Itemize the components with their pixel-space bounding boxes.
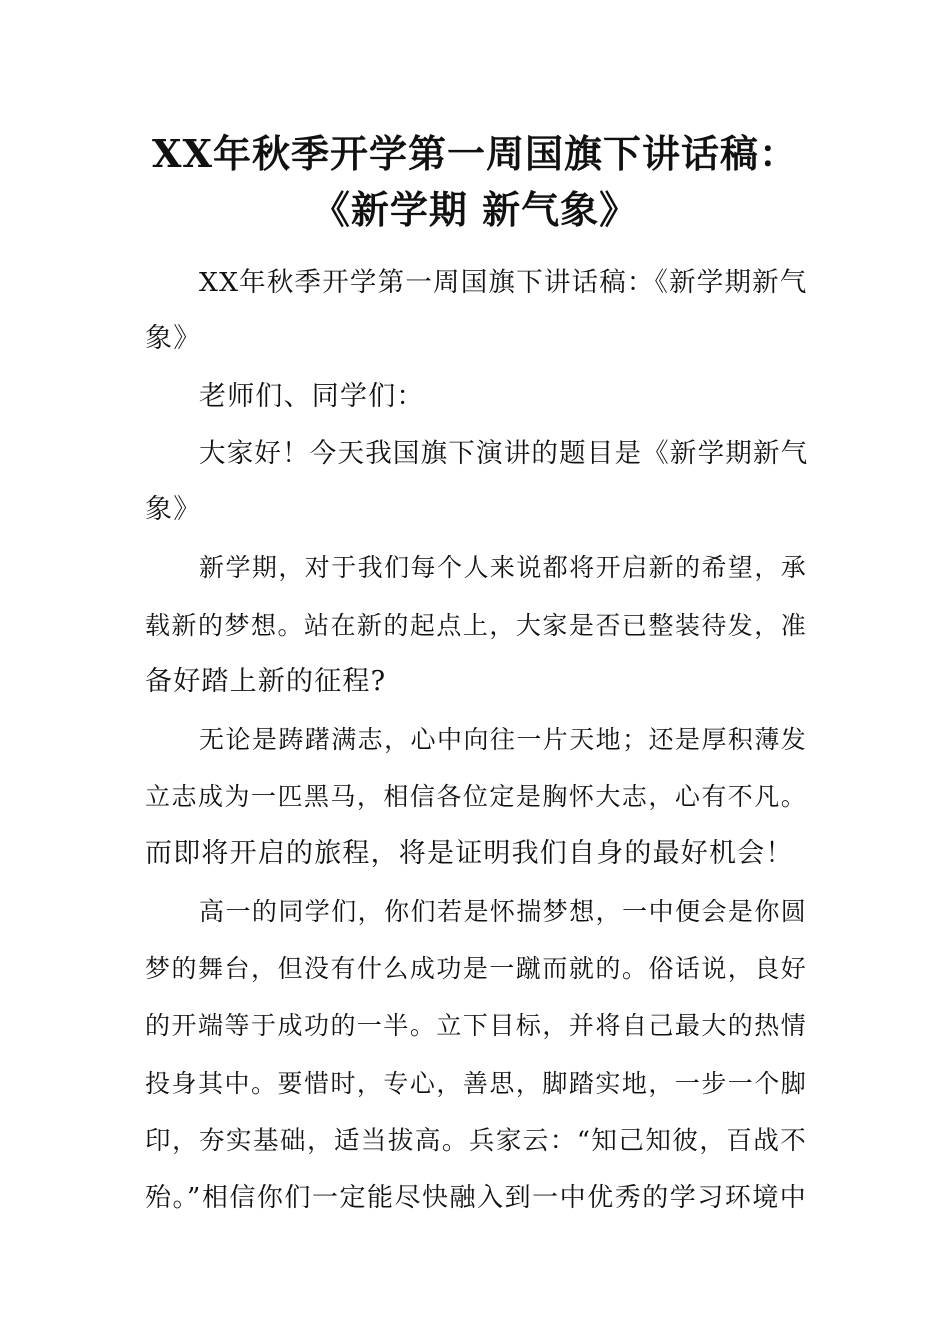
document-title-line-2: 《新学期 新气象》 bbox=[311, 187, 639, 232]
body-line: 投身其中。要惜时，专心，善思，脚踏实地，一步一个脚 bbox=[145, 1069, 807, 1098]
body-line: 殆。”相信你们一定能尽快融入到一中优秀的学习环境中 bbox=[145, 1183, 807, 1213]
body-line: 载新的梦想。站在新的起点上，大家是否已整装待发，准 bbox=[145, 611, 807, 640]
body-line: 梦的舞台，但没有什么成功是一蹴而就的。俗话说，良好 bbox=[145, 954, 807, 983]
document-title-line-1: XX年秋季开学第一周国旗下讲话稿： bbox=[152, 131, 798, 176]
body-line: 无论是踌躇满志，心中向往一片天地；还是厚积薄发 bbox=[199, 725, 807, 754]
body-line: 立志成为一匹黑马，相信各位定是胸怀大志，心有不凡。 bbox=[145, 782, 807, 811]
body-line: 象》 bbox=[145, 323, 202, 354]
body-line: 备好踏上新的征程? bbox=[145, 666, 387, 697]
body-line: 老师们、同学们： bbox=[199, 381, 425, 412]
body-line: 高一的同学们，你们若是怀揣梦想，一中便会是你圆 bbox=[199, 897, 807, 926]
body-line: XX年秋季开学第一周国旗下讲话稿：《新学期新气 bbox=[199, 267, 808, 298]
body-line: 新学期，对于我们每个人来说都将开启新的希望，承 bbox=[199, 553, 807, 582]
body-line: 而即将开启的旅程，将是证明我们自身的最好机会！ bbox=[145, 838, 794, 869]
body-line: 的开端等于成功的一半。立下目标，并将自己最大的热情 bbox=[145, 1011, 807, 1040]
body-line: 大家好！今天我国旗下演讲的题目是《新学期新气 bbox=[199, 438, 809, 469]
body-line: 象》 bbox=[145, 494, 202, 525]
body-line: 印，夯实基础，适当拔高。兵家云：“知己知彼，百战不 bbox=[145, 1126, 807, 1156]
